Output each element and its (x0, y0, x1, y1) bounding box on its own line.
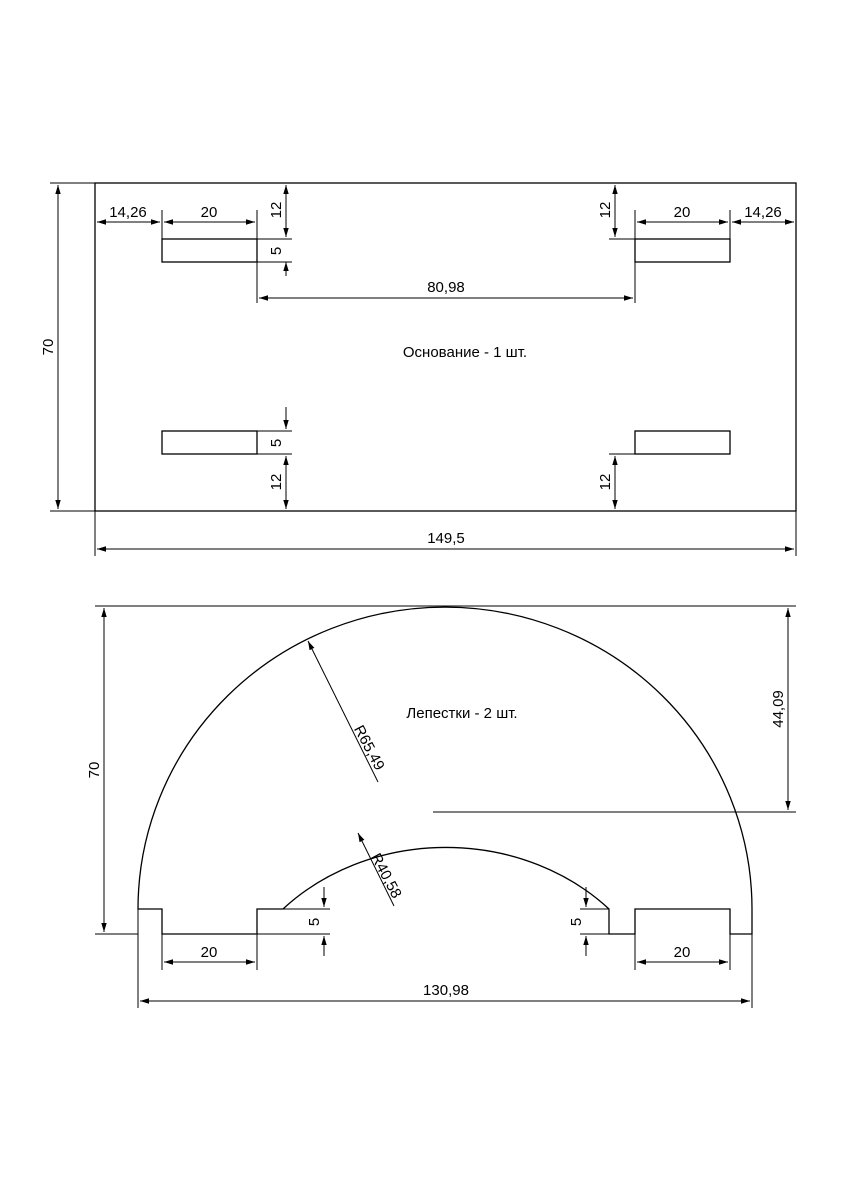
slot-bottom-right (635, 431, 730, 454)
base-height-dimension (40, 183, 95, 511)
base-edge-offset-right (732, 204, 794, 222)
slot-top-right (635, 239, 730, 262)
tab-length-right-label: 20 (673, 944, 691, 961)
slot-length-right-label: 20 (673, 204, 691, 221)
petal-width-dimension (138, 909, 752, 1008)
petal-tab-length-right (635, 934, 730, 970)
inner-radius-dimension (358, 833, 405, 906)
inner-radius-label: R40,58 (367, 850, 405, 902)
slot-offset-bottom-left-label: 12 (268, 473, 285, 491)
slot-top-left (162, 239, 257, 262)
petal-width-label: 130,98 (423, 982, 469, 999)
base-slot-offset-bottom-right (597, 454, 635, 509)
base-edge-offset-left (97, 204, 162, 239)
inner-height-label: 44,09 (770, 690, 787, 728)
slot-spacing-label: 80,98 (427, 279, 465, 296)
tab-height-right-label: 5 (568, 917, 585, 927)
petal-tab-length-left (162, 934, 257, 970)
base-slot-spacing (257, 262, 635, 303)
slot-offset-top-left-label: 12 (268, 201, 285, 219)
slot-width-top-left-label: 5 (268, 246, 285, 256)
petal-title: Лепестки - 2 шт. (406, 705, 518, 722)
base-slot-offset-top-right (597, 185, 635, 239)
edge-offset-right-label: 14,26 (744, 204, 782, 221)
base-slot-offset-top-left (257, 185, 292, 276)
base-height-label: 70 (40, 338, 57, 356)
slot-length-left-label: 20 (200, 204, 218, 221)
petal-part (86, 606, 796, 1008)
petal-tab-height-left (257, 887, 330, 956)
base-title: Основание - 1 шт. (402, 344, 528, 361)
petal-tab-height-right (568, 887, 635, 956)
base-part (40, 183, 796, 556)
petal-height-label: 70 (86, 761, 103, 779)
slot-width-bottom-left-label: 5 (268, 438, 285, 448)
base-slot-offset-bottom-left (257, 407, 292, 509)
petal-height-dimension (86, 606, 433, 934)
petal-outline (138, 607, 752, 934)
outer-radius-label: R65,49 (350, 722, 388, 774)
slot-offset-top-right-label: 12 (597, 201, 614, 219)
base-width-label: 149,5 (427, 530, 465, 547)
base-slot-length-left (164, 204, 257, 239)
tab-height-left-label: 5 (306, 917, 323, 927)
base-slot-length-right (635, 204, 730, 239)
slot-bottom-left (162, 431, 257, 454)
base-width-dimension (95, 511, 796, 556)
slot-offset-bottom-right-label: 12 (597, 473, 614, 491)
tab-length-left-label: 20 (200, 944, 218, 961)
outer-radius-dimension (308, 641, 388, 782)
edge-offset-left-label: 14,26 (109, 204, 147, 221)
